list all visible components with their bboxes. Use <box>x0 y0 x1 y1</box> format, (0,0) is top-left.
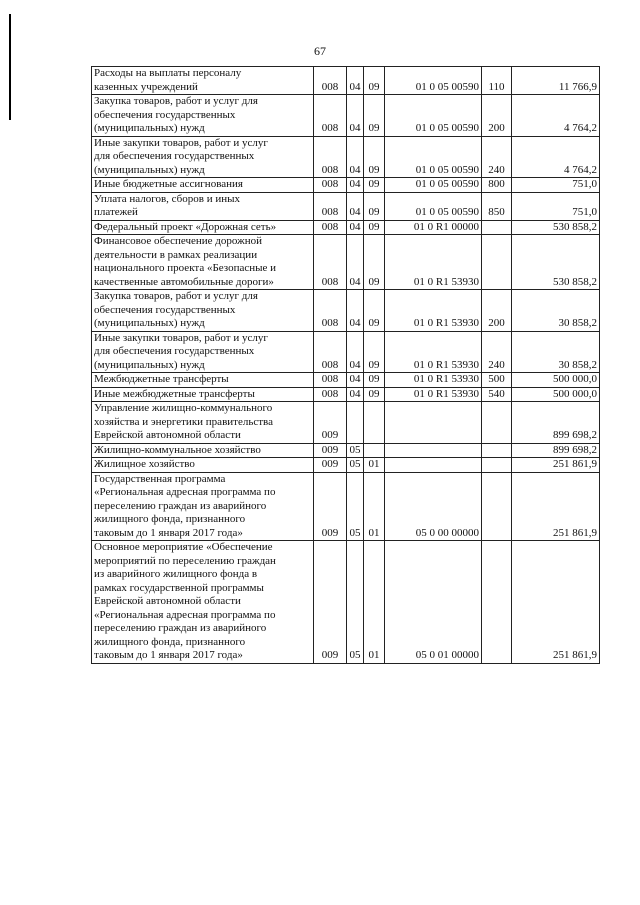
table-row <box>92 178 600 193</box>
ministry-code-cell: 008 <box>314 95 347 137</box>
table-body <box>92 67 600 664</box>
table-row <box>92 95 600 137</box>
section-code-cell: 04 <box>347 178 364 193</box>
row-name-cell <box>92 192 314 220</box>
ministry-code-cell: 008 <box>314 387 347 402</box>
target-article-cell: 01 0 05 00590 <box>385 136 482 178</box>
expense-type-cell: 200 <box>482 290 512 332</box>
ministry-code-cell: 008 <box>314 136 347 178</box>
table-row <box>92 192 600 220</box>
amount-cell: 30 858,2 <box>512 290 600 332</box>
amount-cell: 899 698,2 <box>512 443 600 458</box>
expense-type-cell: 110 <box>482 67 512 95</box>
subsection-code-cell: 09 <box>364 67 385 95</box>
row-name-cell <box>92 178 314 193</box>
row-name-cell <box>92 95 314 137</box>
target-article-cell: 01 0 R1 53930 <box>385 290 482 332</box>
section-code-cell <box>347 402 364 444</box>
row-name-line: Закупка товаров, работ и услуг для <box>94 290 258 302</box>
target-article-cell: 01 0 R1 53930 <box>385 331 482 373</box>
row-name-line: Еврейской автономной области <box>94 429 241 441</box>
row-name-cell <box>92 373 314 388</box>
expense-type-cell: 850 <box>482 192 512 220</box>
row-name-line: Межбюджетные трансферты <box>94 373 229 385</box>
ministry-code-cell: 009 <box>314 458 347 473</box>
subsection-code-cell: 01 <box>364 472 385 541</box>
expense-type-cell <box>482 458 512 473</box>
row-name-line: Управление жилищно-коммунального <box>94 402 273 414</box>
page-number: 67 <box>314 44 326 58</box>
row-name-line: таковым до 1 января 2017 года» <box>94 649 243 661</box>
target-article-cell <box>385 402 482 444</box>
row-name-line: «Региональная адресная программа по <box>94 486 276 498</box>
table-row <box>92 67 600 95</box>
row-name-line: национального проекта «Безопасные и <box>94 262 277 274</box>
expense-type-cell: 240 <box>482 331 512 373</box>
subsection-code-cell: 01 <box>364 458 385 473</box>
expense-type-cell: 500 <box>482 373 512 388</box>
row-name-line: (муниципальных) нужд <box>94 317 205 329</box>
ministry-code-cell: 008 <box>314 220 347 235</box>
row-name-cell <box>92 290 314 332</box>
target-article-cell: 01 0 05 00590 <box>385 95 482 137</box>
section-code-cell: 05 <box>347 472 364 541</box>
ministry-code-cell: 008 <box>314 178 347 193</box>
amount-cell: 251 861,9 <box>512 458 600 473</box>
section-code-cell: 04 <box>347 136 364 178</box>
row-name-cell <box>92 458 314 473</box>
subsection-code-cell: 09 <box>364 331 385 373</box>
table-row <box>92 387 600 402</box>
table-row <box>92 472 600 541</box>
table-row <box>92 373 600 388</box>
section-code-cell: 04 <box>347 387 364 402</box>
ministry-code-cell: 008 <box>314 67 347 95</box>
table-row <box>92 331 600 373</box>
row-name-line: переселению граждан из аварийного <box>94 622 267 634</box>
amount-cell: 4 764,2 <box>512 95 600 137</box>
row-name-cell <box>92 443 314 458</box>
target-article-cell <box>385 458 482 473</box>
ministry-code-cell: 008 <box>314 192 347 220</box>
expense-type-cell <box>482 402 512 444</box>
amount-cell: 500 000,0 <box>512 373 600 388</box>
subsection-code-cell: 09 <box>364 178 385 193</box>
amount-cell: 751,0 <box>512 178 600 193</box>
row-name-line: (муниципальных) нужд <box>94 163 205 176</box>
target-article-cell <box>385 443 482 458</box>
expense-type-cell <box>482 443 512 458</box>
row-name-line: жилищного фонда, признанного <box>94 635 246 648</box>
row-name-line: для обеспечения государственных <box>94 345 255 357</box>
table-row <box>92 136 600 178</box>
section-code-cell: 04 <box>347 220 364 235</box>
row-name-line: «Региональная адресная программа по <box>94 608 276 621</box>
expense-type-cell <box>482 220 512 235</box>
row-name-line: Расходы на выплаты персоналу <box>94 67 242 79</box>
expense-type-cell: 240 <box>482 136 512 178</box>
row-name-line: Уплата налогов, сборов и иных <box>94 192 241 205</box>
table-row <box>92 235 600 290</box>
expense-type-cell: 800 <box>482 178 512 193</box>
table-row <box>92 541 600 664</box>
row-name-cell <box>92 136 314 178</box>
target-article-cell: 05 0 00 00000 <box>385 472 482 541</box>
table-row <box>92 220 600 235</box>
margin-mark <box>9 14 11 120</box>
target-article-cell: 01 0 05 00590 <box>385 192 482 220</box>
subsection-code-cell: 09 <box>364 373 385 388</box>
row-name-cell <box>92 235 314 290</box>
row-name-line: мероприятий по переселению граждан <box>94 554 276 567</box>
section-code-cell: 04 <box>347 95 364 137</box>
row-name-line: Основное мероприятие «Обеспечение <box>94 541 273 553</box>
subsection-code-cell: 09 <box>364 290 385 332</box>
section-code-cell: 04 <box>347 192 364 220</box>
row-name-cell <box>92 220 314 235</box>
section-code-cell: 04 <box>347 373 364 388</box>
amount-cell: 530 858,2 <box>512 235 600 290</box>
expense-type-cell: 540 <box>482 387 512 402</box>
row-name-cell <box>92 541 314 664</box>
amount-cell: 751,0 <box>512 192 600 220</box>
amount-cell: 11 766,9 <box>512 67 600 95</box>
row-name-line: хозяйства и энергетики правительства <box>94 415 273 428</box>
row-name-line: Государственная программа <box>94 472 226 485</box>
row-name-line: (муниципальных) нужд <box>94 358 205 371</box>
subsection-code-cell: 09 <box>364 387 385 402</box>
ministry-code-cell: 009 <box>314 472 347 541</box>
section-code-cell: 04 <box>347 290 364 332</box>
ministry-code-cell: 009 <box>314 541 347 664</box>
subsection-code-cell <box>364 443 385 458</box>
row-name-line: Еврейской автономной области <box>94 595 241 607</box>
row-name-line: жилищного фонда, признанного <box>94 513 246 525</box>
row-name-cell <box>92 387 314 402</box>
section-code-cell: 05 <box>347 541 364 664</box>
row-name-line: Иные межбюджетные трансферты <box>94 387 255 400</box>
target-article-cell: 01 0 R1 53930 <box>385 373 482 388</box>
subsection-code-cell: 09 <box>364 192 385 220</box>
amount-cell: 30 858,2 <box>512 331 600 373</box>
row-name-line: качественные автомобильные дороги» <box>94 275 274 288</box>
expense-type-cell <box>482 235 512 290</box>
row-name-line: Иные бюджетные ассигнования <box>94 178 243 190</box>
target-article-cell: 01 0 R1 53930 <box>385 387 482 402</box>
subsection-code-cell: 09 <box>364 235 385 290</box>
row-name-line: Закупка товаров, работ и услуг для <box>94 95 258 107</box>
row-name-line: Жилищно-коммунальное хозяйство <box>94 443 261 456</box>
row-name-line: деятельности в рамках реализации <box>94 248 258 261</box>
expense-type-cell: 200 <box>482 95 512 137</box>
row-name-line: Жилищное хозяйство <box>94 458 195 470</box>
ministry-code-cell: 009 <box>314 443 347 458</box>
row-name-line: Федеральный проект «Дорожная сеть» <box>94 220 277 233</box>
row-name-line: обеспечения государственных <box>94 303 236 316</box>
amount-cell: 500 000,0 <box>512 387 600 402</box>
ministry-code-cell: 008 <box>314 235 347 290</box>
expense-type-cell <box>482 472 512 541</box>
section-code-cell: 04 <box>347 331 364 373</box>
subsection-code-cell: 01 <box>364 541 385 664</box>
row-name-line: Иные закупки товаров, работ и услуг <box>94 136 268 149</box>
subsection-code-cell: 09 <box>364 136 385 178</box>
ministry-code-cell: 008 <box>314 331 347 373</box>
row-name-line: Финансовое обеспечение дорожной <box>94 235 263 247</box>
ministry-code-cell: 009 <box>314 402 347 444</box>
ministry-code-cell: 008 <box>314 373 347 388</box>
budget-table <box>91 66 600 664</box>
row-name-cell <box>92 331 314 373</box>
row-name-line: обеспечения государственных <box>94 108 236 121</box>
subsection-code-cell: 09 <box>364 220 385 235</box>
row-name-cell <box>92 472 314 541</box>
row-name-line: Иные закупки товаров, работ и услуг <box>94 331 268 344</box>
amount-cell: 251 861,9 <box>512 541 600 664</box>
row-name-line: (муниципальных) нужд <box>94 122 205 134</box>
row-name-line: платежей <box>94 206 138 218</box>
subsection-code-cell <box>364 402 385 444</box>
row-name-line: таковым до 1 января 2017 года» <box>94 526 243 539</box>
amount-cell: 530 858,2 <box>512 220 600 235</box>
section-code-cell: 05 <box>347 443 364 458</box>
target-article-cell: 01 0 R1 53930 <box>385 235 482 290</box>
amount-cell: 251 861,9 <box>512 472 600 541</box>
amount-cell: 899 698,2 <box>512 402 600 444</box>
target-article-cell: 01 0 05 00590 <box>385 178 482 193</box>
row-name-cell <box>92 402 314 444</box>
row-name-line: казенных учреждений <box>94 80 198 93</box>
table-row <box>92 443 600 458</box>
target-article-cell: 01 0 R1 00000 <box>385 220 482 235</box>
table-row <box>92 402 600 444</box>
expense-type-cell <box>482 541 512 664</box>
row-name-line: рамках государственной программы <box>94 581 264 594</box>
ministry-code-cell: 008 <box>314 290 347 332</box>
table-row <box>92 458 600 473</box>
target-article-cell: 01 0 05 00590 <box>385 67 482 95</box>
row-name-cell <box>92 67 314 95</box>
section-code-cell: 05 <box>347 458 364 473</box>
target-article-cell: 05 0 01 00000 <box>385 541 482 664</box>
row-name-line: для обеспечения государственных <box>94 150 255 162</box>
section-code-cell: 04 <box>347 67 364 95</box>
amount-cell: 4 764,2 <box>512 136 600 178</box>
table-row <box>92 290 600 332</box>
subsection-code-cell: 09 <box>364 95 385 137</box>
row-name-line: переселению граждан из аварийного <box>94 499 267 512</box>
row-name-line: из аварийного жилищного фонда в <box>94 568 258 580</box>
section-code-cell: 04 <box>347 235 364 290</box>
